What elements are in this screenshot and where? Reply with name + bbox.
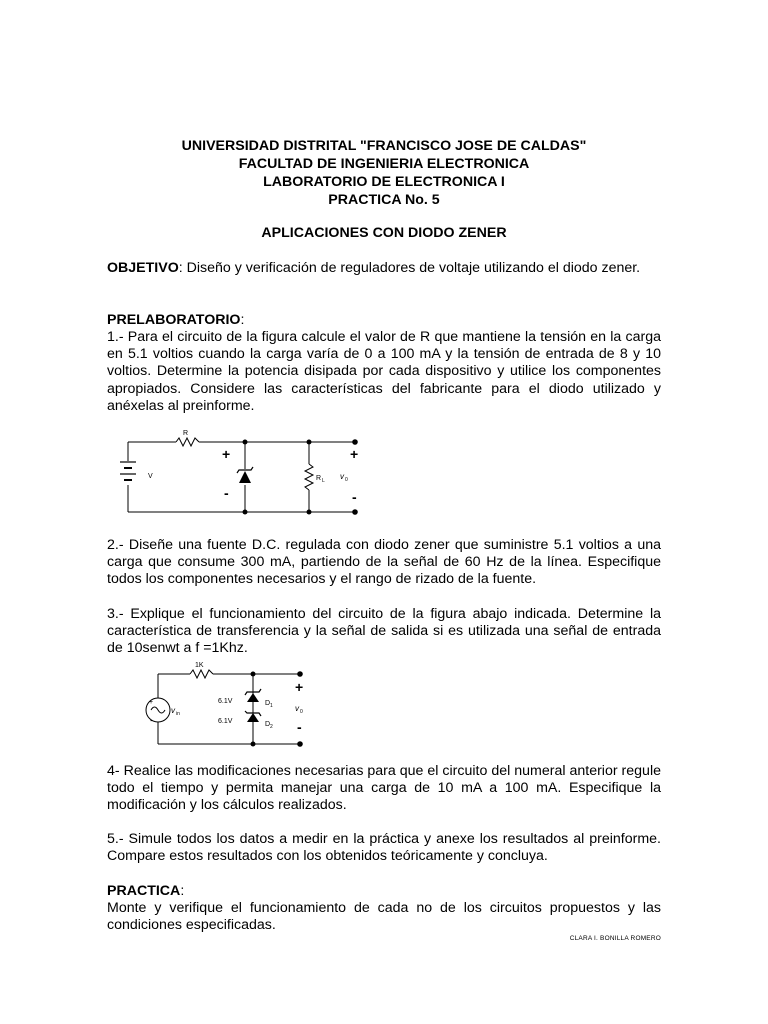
prelab-item-5: 5.- Simule todos los datos a medir en la práctica y anexe los resultados al preinforme. Compare estos resultados con los obtenidos teóricamente y concluya.: [107, 831, 661, 865]
output-minus: -: [297, 719, 302, 735]
prelab-heading: [107, 312, 661, 329]
zener-1-voltage: 6.1V: [218, 698, 233, 705]
author-signature: CLARA I. BONILLA ROMERO: [569, 935, 661, 942]
output-label: v: [295, 704, 299, 713]
zener-diode-d2-icon: [245, 711, 261, 722]
load-subscript: L: [322, 478, 325, 484]
output-plus: +: [350, 446, 359, 462]
practica-colon: :: [180, 883, 185, 899]
output-label: v: [340, 472, 344, 481]
document-header: [107, 137, 661, 209]
document-subtitle: APLICACIONES CON DIODO ZENER: [261, 225, 507, 241]
zener-clipper-circuit: [140, 660, 315, 750]
objetivo-text: : Diseño y verificación de reguladores de voltaje utilizando el diodo zener.: [178, 260, 641, 276]
prelab-label: PRELABORATORIO: [107, 312, 241, 328]
minus-sign: -: [224, 485, 229, 501]
header-practice-number: PRACTICA No. 5: [328, 192, 440, 208]
zener-diode-icon: [237, 467, 253, 483]
load-label: R: [316, 475, 322, 482]
prelab-item-3: 3.- Explique el funcionamiento del circuito de la figura abajo indicada. Determine la característica de transferencia y la señal de salida si es utilizada una señal de entrada de 10senwt a f =1Khz.: [107, 606, 661, 657]
battery-icon: [120, 462, 136, 480]
objetivo-label: OBJETIVO: [107, 260, 179, 276]
source-label: V: [148, 473, 153, 480]
prelab-item-4: 4- Realice las modificaciones necesarias para que el circuito del numeral anterior regule todo el tiempo y permita manejar una carga de 10 mA a 100 mA. Especifique la modificación y los cálculos realizados.: [107, 763, 661, 814]
d1-subscript: 1: [270, 703, 273, 709]
source-plus: +: [149, 699, 154, 706]
resistor-label: 1K: [195, 662, 204, 669]
prelab-colon: :: [240, 312, 245, 328]
output-subscript: 0: [345, 477, 348, 483]
objetivo-paragraph: [107, 260, 661, 277]
d2-label: D: [265, 721, 271, 728]
header-lab: LABORATORIO DE ELECTRONICA I: [263, 174, 505, 190]
source-subscript: in: [176, 711, 180, 717]
zener-2-voltage: 6.1V: [218, 718, 233, 725]
plus-sign: +: [222, 446, 231, 462]
zener-regulator-circuit: [118, 428, 368, 520]
practica-heading: [107, 883, 661, 900]
d2-subscript: 2: [270, 724, 273, 730]
practica-label: PRACTICA: [107, 883, 181, 899]
source-minus: -: [150, 718, 153, 725]
d1-label: D: [265, 700, 271, 707]
output-minus: -: [352, 489, 357, 505]
header-university: UNIVERSIDAD DISTRITAL "FRANCISCO JOSE DE CALDAS": [181, 138, 587, 154]
header-faculty: FACULTAD DE INGENIERIA ELECTRONICA: [238, 156, 530, 172]
output-subscript: 0: [300, 709, 303, 715]
source-label: v: [171, 706, 175, 715]
resistor-label: R: [183, 430, 189, 437]
output-plus: +: [295, 679, 304, 695]
prelab-item-2: 2.- Diseñe una fuente D.C. regulada con diodo zener que suministre 5.1 voltios a una carga que consume 300 mA, partiendo de la señal de 60 Hz de la línea. Especifique todos los componentes necesarios y el rango de rizado de la fuente.: [107, 537, 661, 588]
prelab-item-1: 1.- Para el circuito de la figura calcule el valor de R que mantiene la tensión en la carga en 5.1 voltios cuando la carga varía de 0 a 100 mA y la tensión de entrada de 8 y 10 voltios. Determine la potencia disipada por cada dispositivo y utilice los componentes apropiados. Considere las características del fabricante para el diodo utilizado y anéxelas al preinforme.: [107, 329, 661, 414]
practica-text: Monte y verifique el funcionamiento de cada no de los circuitos propuestos y las condiciones especificadas.: [107, 900, 661, 934]
